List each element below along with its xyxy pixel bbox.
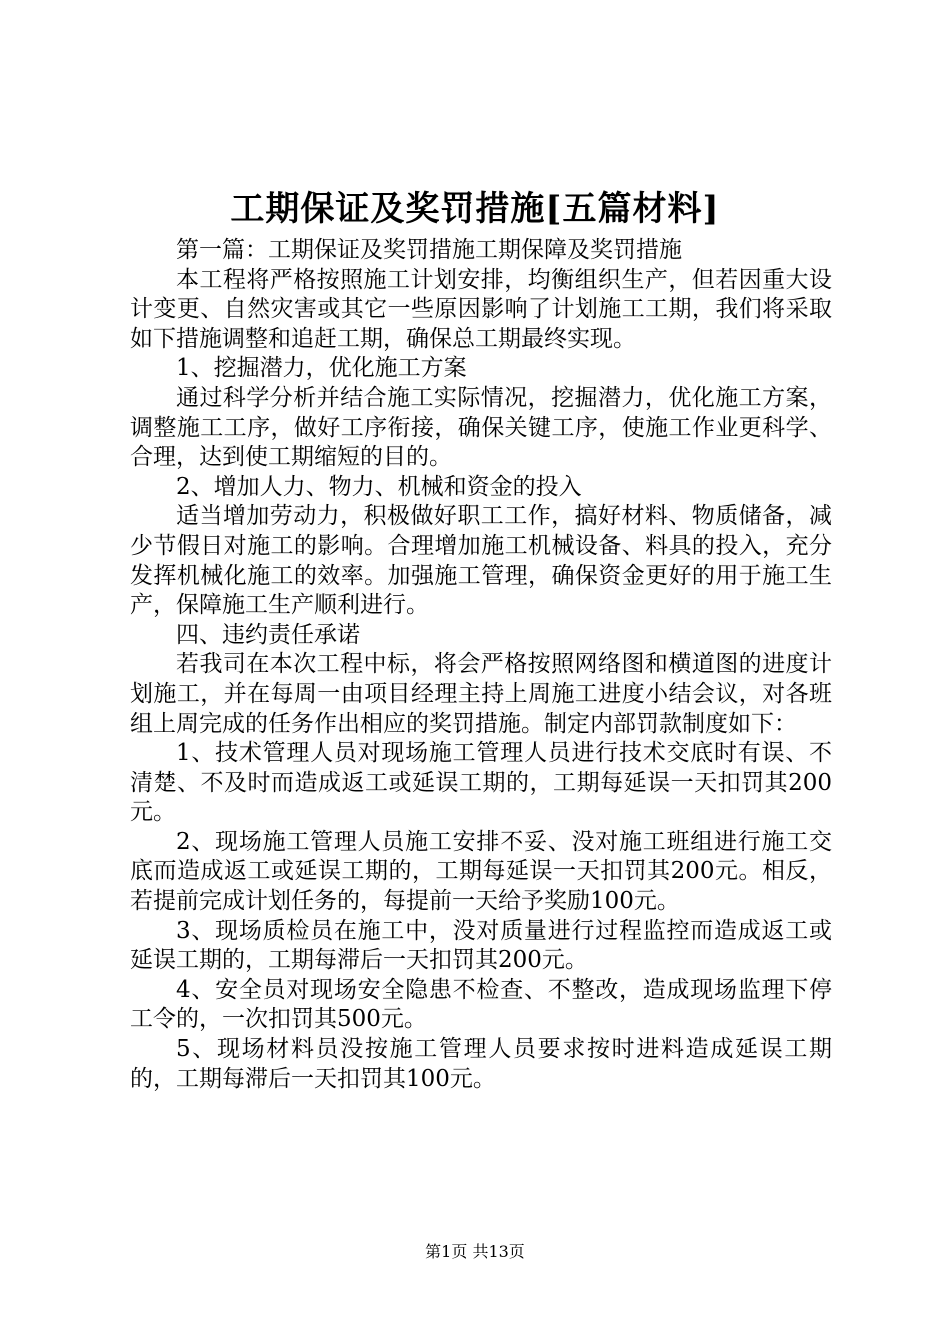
paragraph-rule-4: 4、安全员对现场安全隐患不检查、不整改，造成现场监理下停工令的，一次扣罚其500元。 [130, 976, 832, 1033]
paragraph-body-1: 通过科学分析并结合施工实际情况，挖掘潜力，优化施工方案，调整施工工序，做好工序衔接，确保关键工序，使施工作业更科学、合理，达到使工期缩短的目的。 [130, 384, 832, 471]
paragraph-heading-4: 四、违约责任承诺 [176, 621, 360, 648]
paragraph-rule-1: 1、技术管理人员对现场施工管理人员进行技术交底时有误、不清楚、不及时而造成返工或延误工期的，工期每延误一天扣罚其200元。 [130, 740, 832, 826]
paragraph-chapter-heading: 第一篇：工期保证及奖罚措施工期保障及奖罚措施 [176, 237, 682, 263]
paragraph-rule-3: 3、现场质检员在施工中，没对质量进行过程监控而造成返工或延误工期的，工期每滞后一天扣罚其200元。 [130, 917, 832, 974]
page-footer: 第1页 共13页 [425, 1242, 525, 1261]
paragraph-heading-2: 2、增加人力、物力、机械和资金的投入 [176, 473, 582, 500]
paragraph-body-4: 若我司在本次工程中标，将会严格按照网络图和横道图的进度计划施工，并在每周一由项目经理主持上周施工进度小结会议，对各班组上周完成的任务作出相应的奖罚措施。制定内部罚款制度如下： [130, 651, 832, 737]
document-title: 工期保证及奖罚措施[五篇材料] [230, 189, 720, 229]
paragraph-body-2: 适当增加劳动力，积极做好职工工作，搞好材料、物质储备，减少节假日对施工的影响。合理增加施工机械设备、料具的投入，充分发挥机械化施工的效率。加强施工管理，确保资金更好的用于施工生产，保障施工生产顺利进行。 [130, 503, 832, 619]
paragraph-heading-1: 1、挖掘潜力，优化施工方案 [176, 355, 467, 382]
document-body [130, 236, 832, 1094]
paragraph-intro: 本工程将严格按照施工计划安排，均衡组织生产，但若因重大设计变更、自然灾害或其它一些原因影响了计划施工工期，我们将采取如下措施调整和追赶工期，确保总工期最终实现。 [130, 266, 832, 352]
paragraph-rule-5: 5、现场材料员没按施工管理人员要求按时进料造成延误工期的，工期每滞后一天扣罚其100元。 [130, 1036, 832, 1092]
paragraph-rule-2: 2、现场施工管理人员施工安排不妥、没对施工班组进行施工交底而造成返工或延误工期的，工期每延误一天扣罚其200元。相反，若提前完成计划任务的，每提前一天给予奖励100元。 [130, 828, 832, 915]
